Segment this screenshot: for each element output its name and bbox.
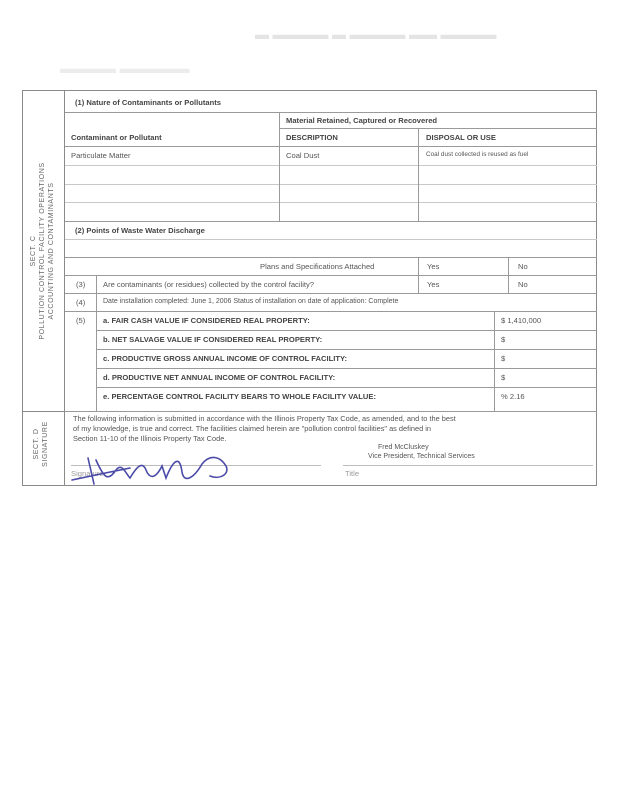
divider [65,112,597,113]
plans-yes: Yes [427,262,440,271]
divider [65,146,597,147]
q5-number: (5) [76,316,86,325]
scan-artifact-left: ▬▬▬▬ ▬▬▬▬▬ [60,62,190,77]
valuation-b-label: b. NET SALVAGE VALUE IF CONSIDERED REAL PROPERTY: [103,335,323,344]
divider [279,112,280,221]
title-line [343,465,593,466]
divider [418,128,419,221]
certification-line-1: The following information is submitted in accordance with the Illinois Property Tax Code, as amended, and to the best [73,414,456,423]
section-c-label: SECT. C POLLUTION CONTROL FACILITY OPERATIONS ACCOUNTING AND CONTAMINANTS [30,162,55,340]
signature-label: Signature [71,469,104,478]
q3-number: (3) [76,280,86,289]
valuation-d-value: $ [501,373,506,382]
divider [65,275,597,276]
certification-line-2: of my knowledge, is true and correct. The facilities claimed herein are "pollution control facilities" as defined in [73,424,431,433]
divider [65,202,597,203]
valuation-e-label: e. PERCENTAGE CONTROL FACILITY BEARS TO WHOLE FACILITY VALUE: [103,392,376,401]
divider [65,221,597,222]
valuation-b-value: $ [501,335,506,344]
q4-number: (4) [76,298,86,307]
divider [65,293,597,294]
valuation-c-value: $ [501,354,506,363]
certification-line-3: Section 11-10 of the Illinois Property Tax Code. [73,434,227,443]
plans-no: No [518,262,528,271]
divider [96,387,597,388]
divider [65,184,597,185]
q3-text: Are contaminants (or residues) collected by the control facility? [103,280,315,289]
valuation-c-label: c. PRODUCTIVE GROSS ANNUAL INCOME OF CONTROL FACILITY: [103,354,347,363]
divider [96,275,97,411]
divider [96,368,597,369]
divider [96,349,597,350]
section-d-sidebar [23,411,65,485]
q4-text: Date installation completed: June 1, 2006 Status of installation on date of application: Complete [103,298,399,305]
signer-name: Fred McCluskey [378,444,429,451]
divider [65,311,597,312]
scan-artifact-header: ▬ ▬▬▬▬ ▬ ▬▬▬▬ ▬▬ ▬▬▬▬ [255,28,497,43]
divider [494,311,495,411]
material-header: Material Retained, Captured or Recovered [286,116,438,125]
divider [96,330,597,331]
row1-disposal: Coal dust collected is reused as fuel [426,151,529,158]
row1-description: Coal Dust [286,151,320,160]
section2-title: (2) Points of Waste Water Discharge [75,226,205,235]
divider [65,165,597,166]
signer-title: Vice President, Technical Services [368,453,475,460]
valuation-d-label: d. PRODUCTIVE NET ANNUAL INCOME OF CONTROL FACILITY: [103,373,336,382]
divider [65,411,597,412]
q3-yes: Yes [427,280,440,289]
pollution-control-form [22,90,597,486]
handwritten-signature [70,448,270,490]
divider [65,239,597,240]
valuation-a-label: a. FAIR CASH VALUE IF CONSIDERED REAL PROPERTY: [103,316,310,325]
col-disposal-header: DISPOSAL OR USE [426,133,496,142]
section1-title: (1) Nature of Contaminants or Pollutants [75,98,221,107]
q3-no: No [518,280,528,289]
plans-label: Plans and Specifications Attached [260,262,375,271]
section-d-label: SECT. D SIGNATURE [33,421,49,467]
title-label: Title [345,469,360,478]
row1-contaminant: Particulate Matter [71,151,131,160]
valuation-e-value: % 2.16 [501,392,525,401]
valuation-a-value: $ 1,410,000 [501,316,542,325]
divider [279,128,597,129]
section-c-sidebar [23,91,65,411]
divider [65,257,597,258]
col-contaminant-header: Contaminant or Pollutant [71,133,162,142]
col-description-header: DESCRIPTION [286,133,338,142]
